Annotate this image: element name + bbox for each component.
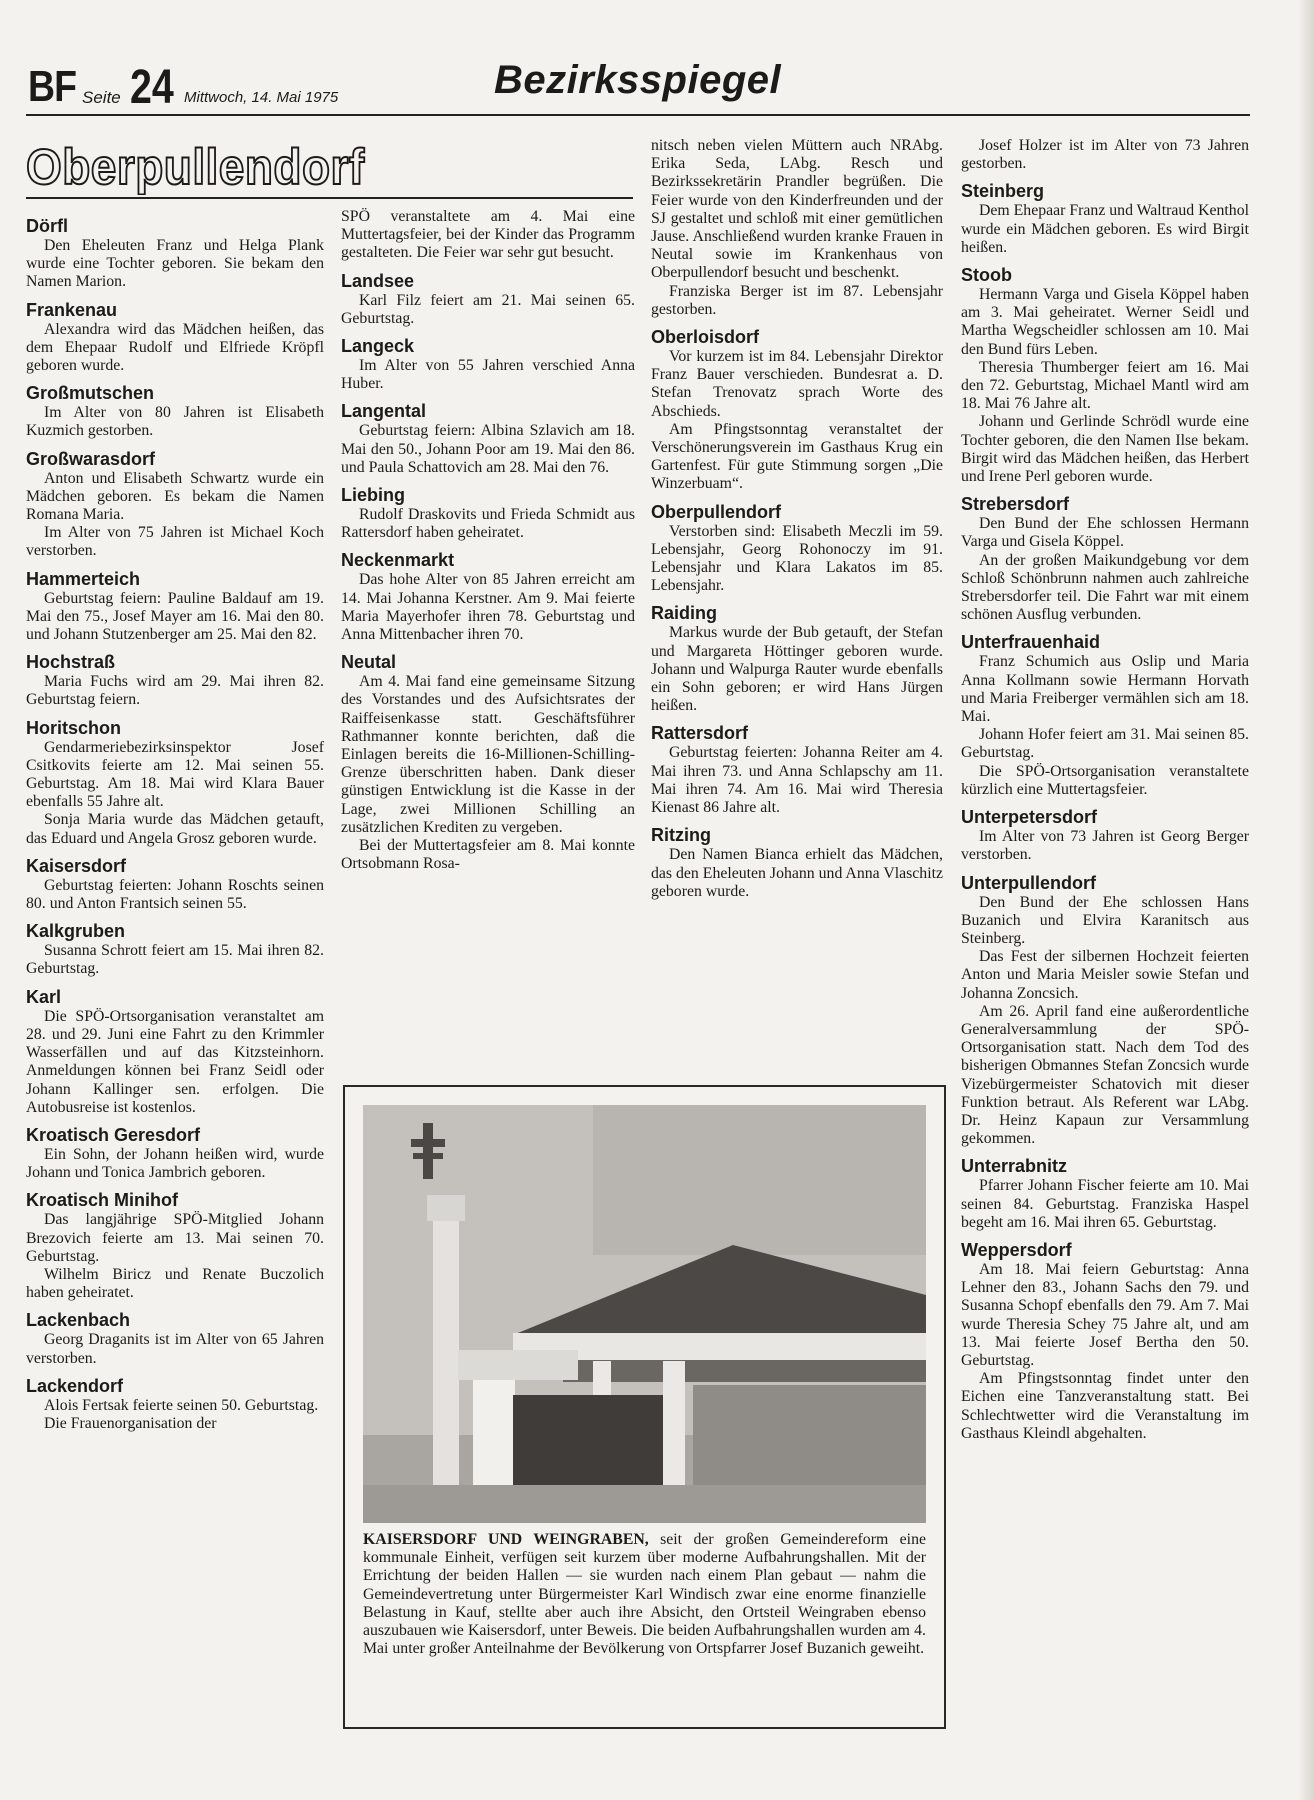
news-item: Das Fest der silbernen Hochzeit feierten Anton und Maria Meisler sowie Stefan und Johanna Zoncsich. [961,948,1249,1002]
place-heading: Unterfrauenhaid [961,632,1101,653]
news-item: nitsch neben vielen Müttern auch NRAbg. Erika Seda, LAbg. Resch und Bezirkssekretärin Prandler begrüßen. Die Feier wurde von den Kinderfreunden und der SJ gestaltet und schloß mit einer gemütlichen Jause. Anschließend wurden kranke Frauen in Neutal sowie im Krankenhaus von Oberpullendorf besucht und beschenkt. [651,137,943,282]
column-3 [651,137,943,901]
news-item: Karl Filz feiert am 21. Mai seinen 65. Geburtstag. [341,291,635,327]
place-heading: Weppersdorf [961,1239,1072,1260]
news-item: Gendarmeriebezirksinspektor Josef Csitkovits feierte am 12. Mai seinen 55. Geburtstag. Am 18. Mai wird Klara Bauer ebenfalls 55 Jahre alt. [26,738,324,811]
place-heading: Liebing [341,485,405,506]
news-item: Am 4. Mai fand eine gemeinsame Sitzung des Vorstandes und des Aufsichtsrates der Raiffeisenkasse statt. Geschäftsführer Rathmanner konnte berichten, daß die Einlagen bereits die 16-Millionen-Schilling-Grenze überschritten haben. Dank dieser günstigen Entwicklung ist die Kasse in der Lage, zwei Millionen Schilling an zusätzlichen Krediten zu vergeben. [341,673,635,836]
news-item: Geburtstag feierten: Johanna Reiter am 4. Mai ihren 73. und Anna Schlapschy am 11. Mai ihren 74. Am 16. Mai wird Theresia Kienast 86 Jahre alt. [651,744,943,817]
region-title: Oberpullendorf [26,139,365,195]
place-heading: Horitschon [26,717,122,738]
news-item: Den Namen Bianca erhielt das Mädchen, das den Eheleuten Johann und Anna Vlaschitz geboren wurde. [651,846,943,900]
caption-text: seit der großen Gemeindereform eine kommunale Einheit, verfügen seit kurzem über moderne Aufbahrungshallen. Mit der Errichtung der beiden Hallen — sie wurden nach einem Plan gebaut — nahm die Gemeindevertretung unter Bürgermeister Karl Windisch zwar eine enorme finanzielle Belastung in Kauf, stellte aber auch ihre Absicht, den Ortsteil Weingraben ebenso auszubauen wie Kaisersdorf, unter Beweis. Die beiden Aufbahrungshallen wurden am 4. Mai unter großer Anteilnahme der Bevölkerung von Ortspfarrer Josef Buzanich geweiht. [363,1531,926,1658]
place-heading: Karl [26,986,62,1007]
news-item: Susanna Schrott feiert am 15. Mai ihren 82. Geburtstag. [26,942,324,978]
news-item: Markus wurde der Bub getauft, der Stefan und Margareta Höttinger geboren wurde. Johann und Walpurga Rauter wurde ebenfalls ein Sohn geboren; er wird Hans Jürgen heißen. [651,624,943,715]
place-heading: Kroatisch Geresdorf [26,1124,201,1145]
place-heading: Hammerteich [26,568,141,589]
place-heading: Unterpullendorf [961,872,1096,893]
column-2 [341,208,635,873]
place-heading: Langental [341,401,427,422]
news-item: Johann und Gerlinde Schrödl wurde eine Tochter geboren, die den Namen Ilse bekam. Birgit wird das Mädchen heißen, das Herbert und Irene Perl geboren wurde. [961,413,1249,486]
page-label: Seite [82,88,121,107]
place-heading: Hochstraß [26,652,116,673]
place-heading: Oberpullendorf [651,501,781,522]
section-title: Bezirksspiegel [494,58,782,102]
news-item: Die SPÖ-Ortsorganisation veranstaltete kürzlich eine Muttertagsfeier. [961,762,1249,798]
place-heading: Landsee [341,270,415,291]
place-heading: Raiding [651,603,717,624]
place-heading: Rattersdorf [651,723,749,744]
news-item: Geburtstag feiern: Albina Szlavich am 18. Mai den 50., Johann Poor am 19. Mai den 86. und Paula Schattovich am 28. Mai den 76. [341,422,635,476]
place-heading: Unterrabnitz [961,1156,1068,1177]
photo-box [343,1085,946,1729]
news-item: Im Alter von 75 Jahren ist Michael Koch verstorben. [26,524,324,560]
news-item: Am Pfingstsonntag veranstaltet der Verschönerungsverein im Gasthaus Krug ein Gartenfest. Für gute Stimmung sorgen „Die Winzerbuam“. [651,420,943,493]
news-item: Vor kurzem ist im 84. Lebensjahr Direktor Franz Bauer verschieden. Bundesrat a. D. Stefan Trenovatz sprach Worte des Abschieds. [651,348,943,420]
news-item: Den Bund der Ehe schlossen Hermann Varga und Gisela Köppel. [961,515,1249,551]
news-item: Im Alter von 55 Jahren verschied Anna Huber. [341,357,635,393]
news-item: Theresia Thumberger feiert am 16. Mai den 72. Geburtstag, Michael Mantl wird am 18. Mai 76 Jahre alt. [961,358,1249,413]
place-heading: Ritzing [651,825,711,846]
place-heading: Lackendorf [26,1375,124,1396]
news-item: Dem Ehepaar Franz und Waltraud Kenthol wurde ein Mädchen geboren. Es wird Birgit heißen. [961,202,1249,256]
news-item: Geburtstag feiern: Pauline Baldauf am 19. Mai den 75., Josef Mayer am 16. Mai den 80. und Johann Stutzenberger am 25. Mai den 82. [26,589,324,644]
news-item: Johann Hofer feiert am 31. Mai seinen 85. Geburtstag. [961,726,1249,762]
newspaper-logo: BF [28,62,77,111]
place-heading: Lackenbach [26,1310,131,1331]
place-heading: Großwarasdorf [26,448,156,469]
news-item: Maria Fuchs wird am 29. Mai ihren 82. Geburtstag feiern. [26,673,324,709]
news-item: Josef Holzer ist im Alter von 73 Jahren gestorben. [961,137,1249,173]
place-heading: Frankenau [26,299,118,320]
news-item: Den Eheleuten Franz und Helga Plank wurde eine Tochter geboren. Sie bekam den Namen Marion. [26,237,324,291]
news-item: Franz Schumich aus Oslip und Maria Anna Kollmann sowie Hermann Horvath und Maria Freiberger vermählen sich am 18. Mai. [961,653,1249,726]
news-item: Verstorben sind: Elisabeth Meczli im 59. Lebensjahr, Georg Rohonoczy im 91. Lebensjahr und Klara Lakatos im 85. Lebensjahr. [651,522,943,595]
place-heading: Großmutschen [26,383,155,404]
place-heading: Steinberg [961,181,1045,202]
mortuary-hall-photo [363,1105,926,1523]
page-edge-shadow [1298,0,1314,1800]
place-heading: Neckenmarkt [341,550,455,571]
news-item: Den Bund der Ehe schlossen Hans Buzanich und Elvira Karanitsch aus Steinberg. [961,893,1249,947]
news-item: Alois Fertsak feierte seinen 50. Geburtstag. [44,1396,319,1414]
place-heading: Dörfl [26,216,68,236]
news-item: Sonja Maria wurde das Mädchen getauft, das Eduard und Angela Grosz geboren wurde. [26,811,324,847]
news-item: Das langjährige SPÖ-Mitglied Johann Brezovich feierte am 13. Mai seinen 70. Geburtstag. [26,1211,324,1265]
place-heading: Langeck [341,336,415,357]
news-item: Ein Sohn, der Johann heißen wird, wurde Johann und Tonica Jambrich geboren. [26,1145,324,1182]
place-heading: Kalkgruben [26,921,126,942]
caption-lead: KAISERSDORF UND WEINGRABEN, [363,1531,649,1548]
place-heading: Kaisersdorf [26,855,127,876]
news-item: Die SPÖ-Ortsorganisation veranstaltet am 28. und 29. Juni eine Fahrt zu den Krimmler Wasserfällen und auf das Kitzsteinhorn. Anmeldungen können bei Franz Seidl oder Johann Kallinger sen. erfolgen. Die Autobusreise ist kostenlos. [26,1007,324,1116]
news-item: SPÖ veranstaltete am 4. Mai eine Muttertagsfeier, bei der Kinder das Programm gestalteten. Die Feier war sehr gut besucht. [341,208,635,262]
page-number: 24 [130,61,174,114]
news-item: Hermann Varga und Gisela Köppel haben am 3. Mai geheiratet. Werner Seidl und Martha Wegscheidler schlossen am 10. Mai den Bund fürs Leben. [961,286,1249,358]
column-4 [961,137,1249,1443]
news-item: Pfarrer Johann Fischer feierte am 10. Mai seinen 84. Geburtstag. Franziska Haspel begeht am 16. Mai ihren 65. Geburtstag. [961,1177,1249,1231]
news-item: Am Pfingstsonntag findet unter den Eichen eine Tanzveranstaltung statt. Bei Schlechtwetter wird die Veranstaltung im Gasthaus Kleindl abgehalten. [961,1370,1249,1442]
news-item: Am 18. Mai feiern Geburtstag: Anna Lehner den 83., Johann Sachs den 79. und Susanna Schopf ebenfalls den 79. Am 7. Mai wurde Theresia Schey 75 Jahre alt, und am 13. Mai feierte Josef Bertha den 50. Geburtstag. [961,1260,1249,1369]
news-item: Geburtstag feierten: Johann Roschts seinen 80. und Anton Frantsich seinen 55. [26,876,324,913]
news-item: Das hohe Alter von 85 Jahren erreicht am 14. Mai Johanna Kerstner. Am 9. Mai feierte Maria Mayerhofer ihren 78. Geburtstag und Anna Mittenbacher ihren 70. [341,571,635,644]
news-item: Am 26. April fand eine außerordentliche Generalversammlung der SPÖ-Ortsorganisation statt. Nach dem Tod des bisherigen Obmannes Stefan Zoncsich wurde Vizebürgermeister Schatovich mit dieser Funktion betraut. Als Referent war LAbg. Dr. Heinz Kapaun zur Versammlung gekommen. [961,1002,1249,1148]
news-item: Wilhelm Biricz und Renate Buczolich haben geheiratet. [26,1265,324,1302]
news-item: Franziska Berger ist im 87. Lebensjahr gestorben. [651,282,943,318]
place-heading: Neutal [341,652,397,673]
mortuary-hall-illustration [363,1105,926,1523]
news-item: Georg Draganits ist im Alter von 65 Jahren verstorben. [26,1331,324,1367]
news-item: Im Alter von 73 Jahren ist Georg Berger verstorben. [961,828,1249,864]
news-item: Alexandra wird das Mädchen heißen, das dem Ehepaar Rudolf und Elfriede Kröpfl geboren wurde. [26,320,324,375]
masthead [26,58,1250,116]
news-item: Rudolf Draskovits und Frieda Schmidt aus Rattersdorf haben geheiratet. [341,506,635,542]
place-heading: Kroatisch Minihof [26,1190,178,1211]
place-heading: Stoob [961,265,1012,286]
column-1 [26,208,324,1433]
region-rule [26,197,633,199]
news-item: Die Frauenorganisation der [44,1414,217,1432]
news-item: Bei der Muttertagsfeier am 8. Mai konnte Ortsobmann Rosa- [341,837,635,873]
place-heading: Oberloisdorf [651,327,760,348]
issue-date: Mittwoch, 14. Mai 1975 [184,89,339,106]
news-item: Im Alter von 80 Jahren ist Elisabeth Kuzmich gestorben. [26,404,324,440]
place-heading: Unterpetersdorf [961,807,1098,828]
news-item: Anton und Elisabeth Schwartz wurde ein Mädchen geboren. Es bekam die Namen Romana Maria. [26,469,324,524]
news-item: An der großen Maikundgebung vor dem Schloß Schönbrunn nahmen auch zahlreiche Strebersdorfer teil. Die Fahrt war mit einem schönen Ausflug verbunden. [961,551,1249,624]
photo-caption [363,1531,926,1658]
place-heading: Strebersdorf [961,494,1070,515]
